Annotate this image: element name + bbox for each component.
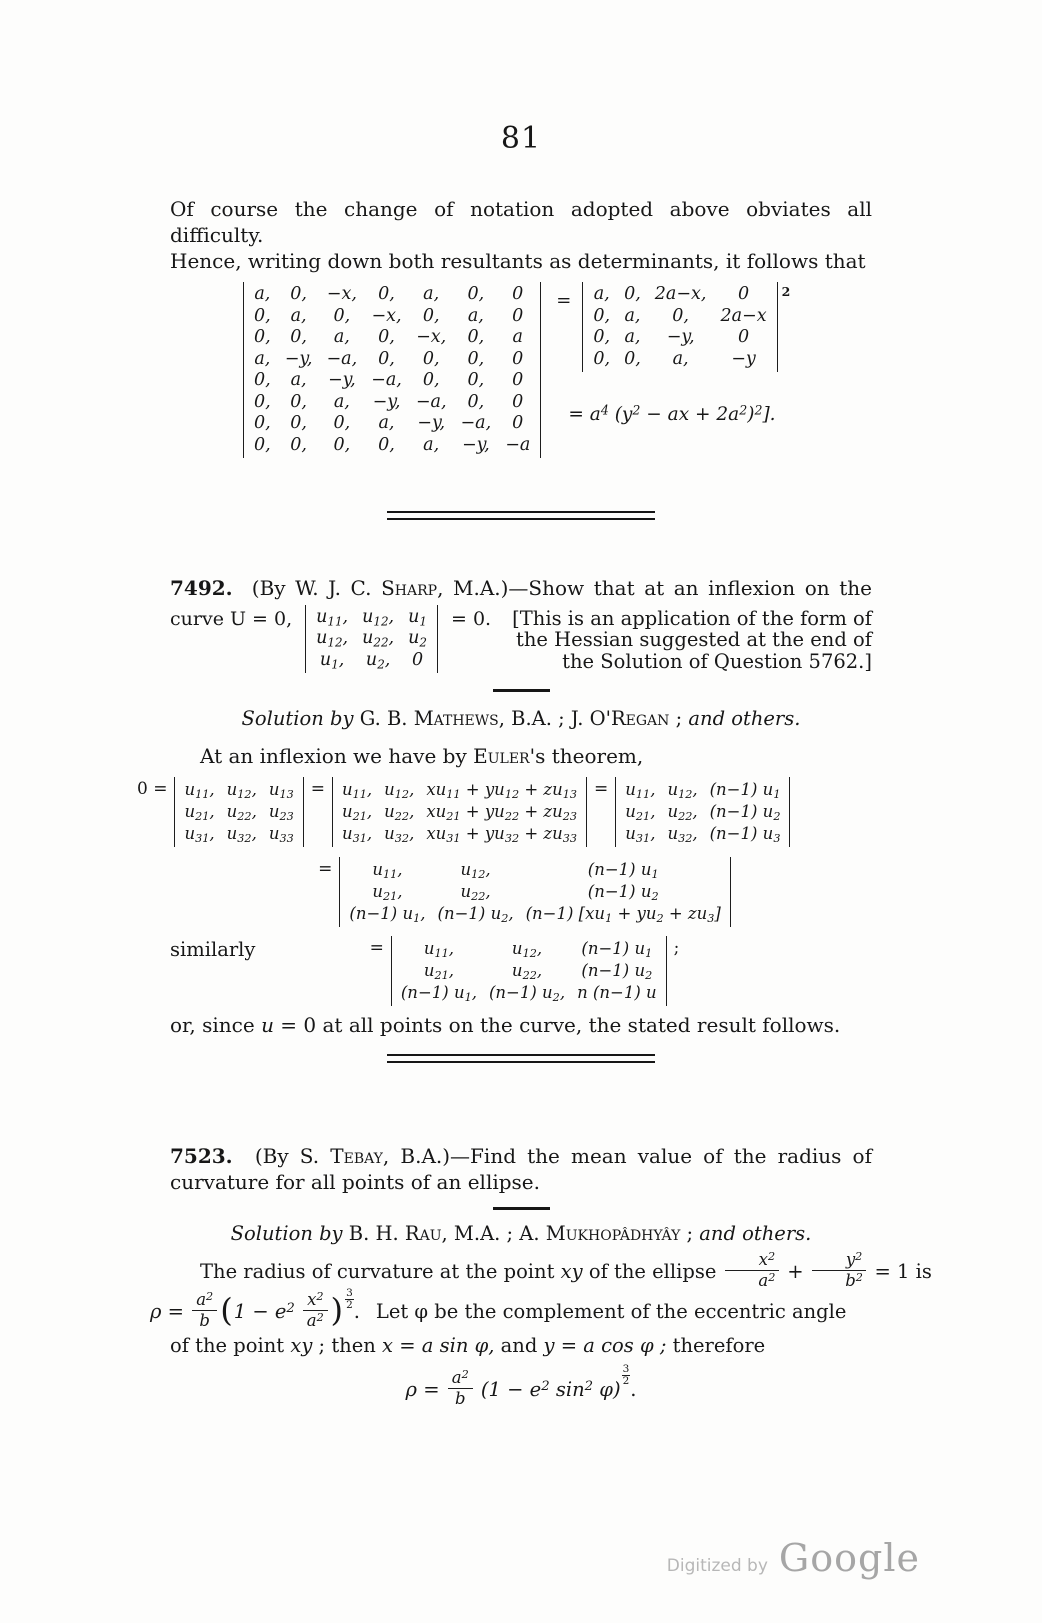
google-logo: Google bbox=[778, 1536, 920, 1580]
determinant-similar bbox=[391, 936, 667, 1006]
radius-line-1: The radius of curvature at the point xy of the ellipse $\frac{x^2}{a^2}$ + $\frac{y^2}{b^2}$ = 1 is bbox=[200, 1250, 932, 1291]
intro-line-1: Of course the change of notation adopted above obviates all difficulty. bbox=[170, 197, 872, 247]
determinant-4x4 bbox=[582, 282, 777, 372]
solution-byline-2: Solution by B. H. Rau, M.A. ; A. Mukhopâdhyây ; and others. bbox=[230, 1222, 812, 1246]
application-note-line-3: the Solution of Question 5762.] bbox=[562, 650, 872, 674]
determinant-similar-matrix: $u_{11}$, $u_{12}$, (n−1) $u_1$ $u_{21}$, $u_{22}$, (n−1) $u_2$ (n−1) $u_1$, (n−1) $u_2$, n (n−1) u bbox=[400, 939, 657, 1005]
radius-line-3: of the point xy ; then x = a sin φ, and y = a cos φ ; therefore bbox=[170, 1334, 766, 1358]
hessian-determinant bbox=[305, 605, 438, 674]
application-note-line-2: the Hessian suggested at the end of bbox=[516, 628, 872, 652]
zero-equals: 0 = bbox=[137, 779, 168, 800]
question-7492 bbox=[170, 575, 872, 674]
equals-sign: = bbox=[369, 938, 384, 959]
determinant-8x7 bbox=[243, 282, 541, 458]
determinant-8x7-matrix: a, 0, −x, 0, a, 0, 0 0, a, 0, −x, 0, a, 0 0, 0, a, 0, −x, 0, a a, −y, −a, 0, 0, 0, 0 0, a, −y, −a, 0, 0, 0 0, 0, a, −y, −a, 0, 0 0, 0, 0, a, −y, −a, 0 0, 0, 0, 0, a, −y, −a bbox=[254, 284, 531, 455]
determinant-expanded bbox=[339, 857, 730, 927]
equals-sign: = bbox=[556, 290, 572, 311]
radius-line-2: ρ = $\frac{a^2}{b}$ ($1 - e^2$ $\frac{x^2}{a^2}$ ) $\frac{3}{2}$ . Let φ be the complement of the eccentric angle bbox=[150, 1287, 847, 1331]
determinant-euler bbox=[332, 777, 587, 847]
digitized-by-label: Digitized by bbox=[666, 1556, 768, 1576]
curve-condition: curve U = 0, bbox=[170, 607, 293, 630]
euler-theorem-line: At an inflexion we have by Euler's theorem, bbox=[200, 744, 644, 769]
application-note bbox=[497, 608, 872, 673]
determinant-n-minus-1-matrix: $u_{11}$, $u_{12}$, (n−1) $u_1$ $u_{21}$, $u_{22}$, (n−1) $u_2$ $u_{31}$, $u_{32}$, (n−1) $u_3$ bbox=[625, 780, 781, 846]
solution-byline-1: Solution by G. B. Mathews, B.A. ; J. O'Regan ; and others. bbox=[241, 707, 801, 731]
determinant-euler-matrix: $u_{11}$, $u_{12}$, $xu_{11} + yu_{12} + zu_{13}$ $u_{21}$, $u_{22}$, $xu_{21} + yu_{22} + zu_{23}$ $u_{31}$, $u_{32}$, $xu_{31} + yu_{32} + zu_{33}$ bbox=[341, 780, 578, 846]
question-7523-header: 7523. (By S. Tebay, B.A.)—Find the mean value of the radius of bbox=[170, 1143, 872, 1168]
determinant-power: 2 bbox=[781, 284, 791, 299]
determinant-expanded-matrix: $u_{11}$, $u_{12}$, (n−1) $u_1$ $u_{21}$, $u_{22}$, (n−1) $u_2$ (n−1) $u_1$, (n−1) $u_2$, (n−1) $[xu_1 + yu_2 + zu_3]$ bbox=[349, 860, 721, 926]
application-note-line-1: [This is an application of the form of bbox=[512, 606, 872, 630]
equals-sign: = bbox=[318, 859, 333, 880]
final-formula: ρ = $\frac{a^2}{b}$ ($1 - e^2$ $\sin^2 \varphi$) $\frac{3}{2}$ . bbox=[405, 1363, 637, 1409]
hessian-determinant-matrix: $u_{11}$, $u_{12}$, $u_1$ $u_{12}$, $u_{22}$, $u_2$ $u_1$, $u_2$, 0 bbox=[316, 606, 427, 671]
conclusion-line: or, since u = 0 at all points on the curve, the stated result follows. bbox=[170, 1013, 841, 1038]
page-number: 81 bbox=[500, 121, 542, 156]
question-7492-header: 7492. (By W. J. C. Sharp, M.A.)—Show that at an inflexion on the bbox=[170, 575, 872, 600]
determinant-u-matrix: $u_{11}$, $u_{12}$, $u_{13}$ $u_{21}$, $u_{22}$, $u_{23}$ $u_{31}$, $u_{32}$, $u_{33}$ bbox=[184, 780, 294, 846]
question-7523-line-2: curvature for all points of an ellipse. bbox=[170, 1169, 540, 1194]
equation-row-1 bbox=[137, 777, 912, 847]
solution-rule-2 bbox=[493, 1207, 550, 1210]
resultant-equation-block bbox=[243, 282, 1042, 458]
determinant-n-minus-1 bbox=[615, 777, 790, 847]
google-watermark bbox=[667, 1536, 920, 1580]
equals-sign: = bbox=[310, 779, 325, 800]
determinant-4x4-matrix: a, 0, 2a−x, 0 0, a, 0, 2a−x 0, a, −y, 0 0, 0, a, −y bbox=[593, 284, 767, 369]
inflexion-equation-block bbox=[137, 777, 912, 1006]
section-divider-1 bbox=[387, 511, 655, 520]
equals-sign: = bbox=[594, 779, 609, 800]
semicolon: ; bbox=[673, 938, 680, 959]
resultant-right-column bbox=[568, 282, 791, 425]
intro-line-2: Hence, writing down both resultants as determinants, it follows that bbox=[170, 249, 866, 273]
equals-zero: = 0. bbox=[450, 607, 492, 630]
equation-row-2 bbox=[137, 857, 912, 927]
intro-paragraph bbox=[170, 196, 872, 274]
section-divider-2 bbox=[387, 1054, 655, 1063]
question-7523 bbox=[170, 1143, 872, 1195]
resultant-value-line: = $a^4$ ($y^2$ − ax + $2a^2)^2$]. bbox=[568, 402, 776, 425]
question-7492-body bbox=[170, 605, 872, 674]
radius-of-curvature-paragraph bbox=[150, 1250, 932, 1360]
determinant-u bbox=[174, 777, 303, 847]
similarly-label: similarly bbox=[170, 938, 256, 962]
solution-rule-1 bbox=[493, 689, 550, 692]
equation-row-3 bbox=[137, 936, 912, 1006]
